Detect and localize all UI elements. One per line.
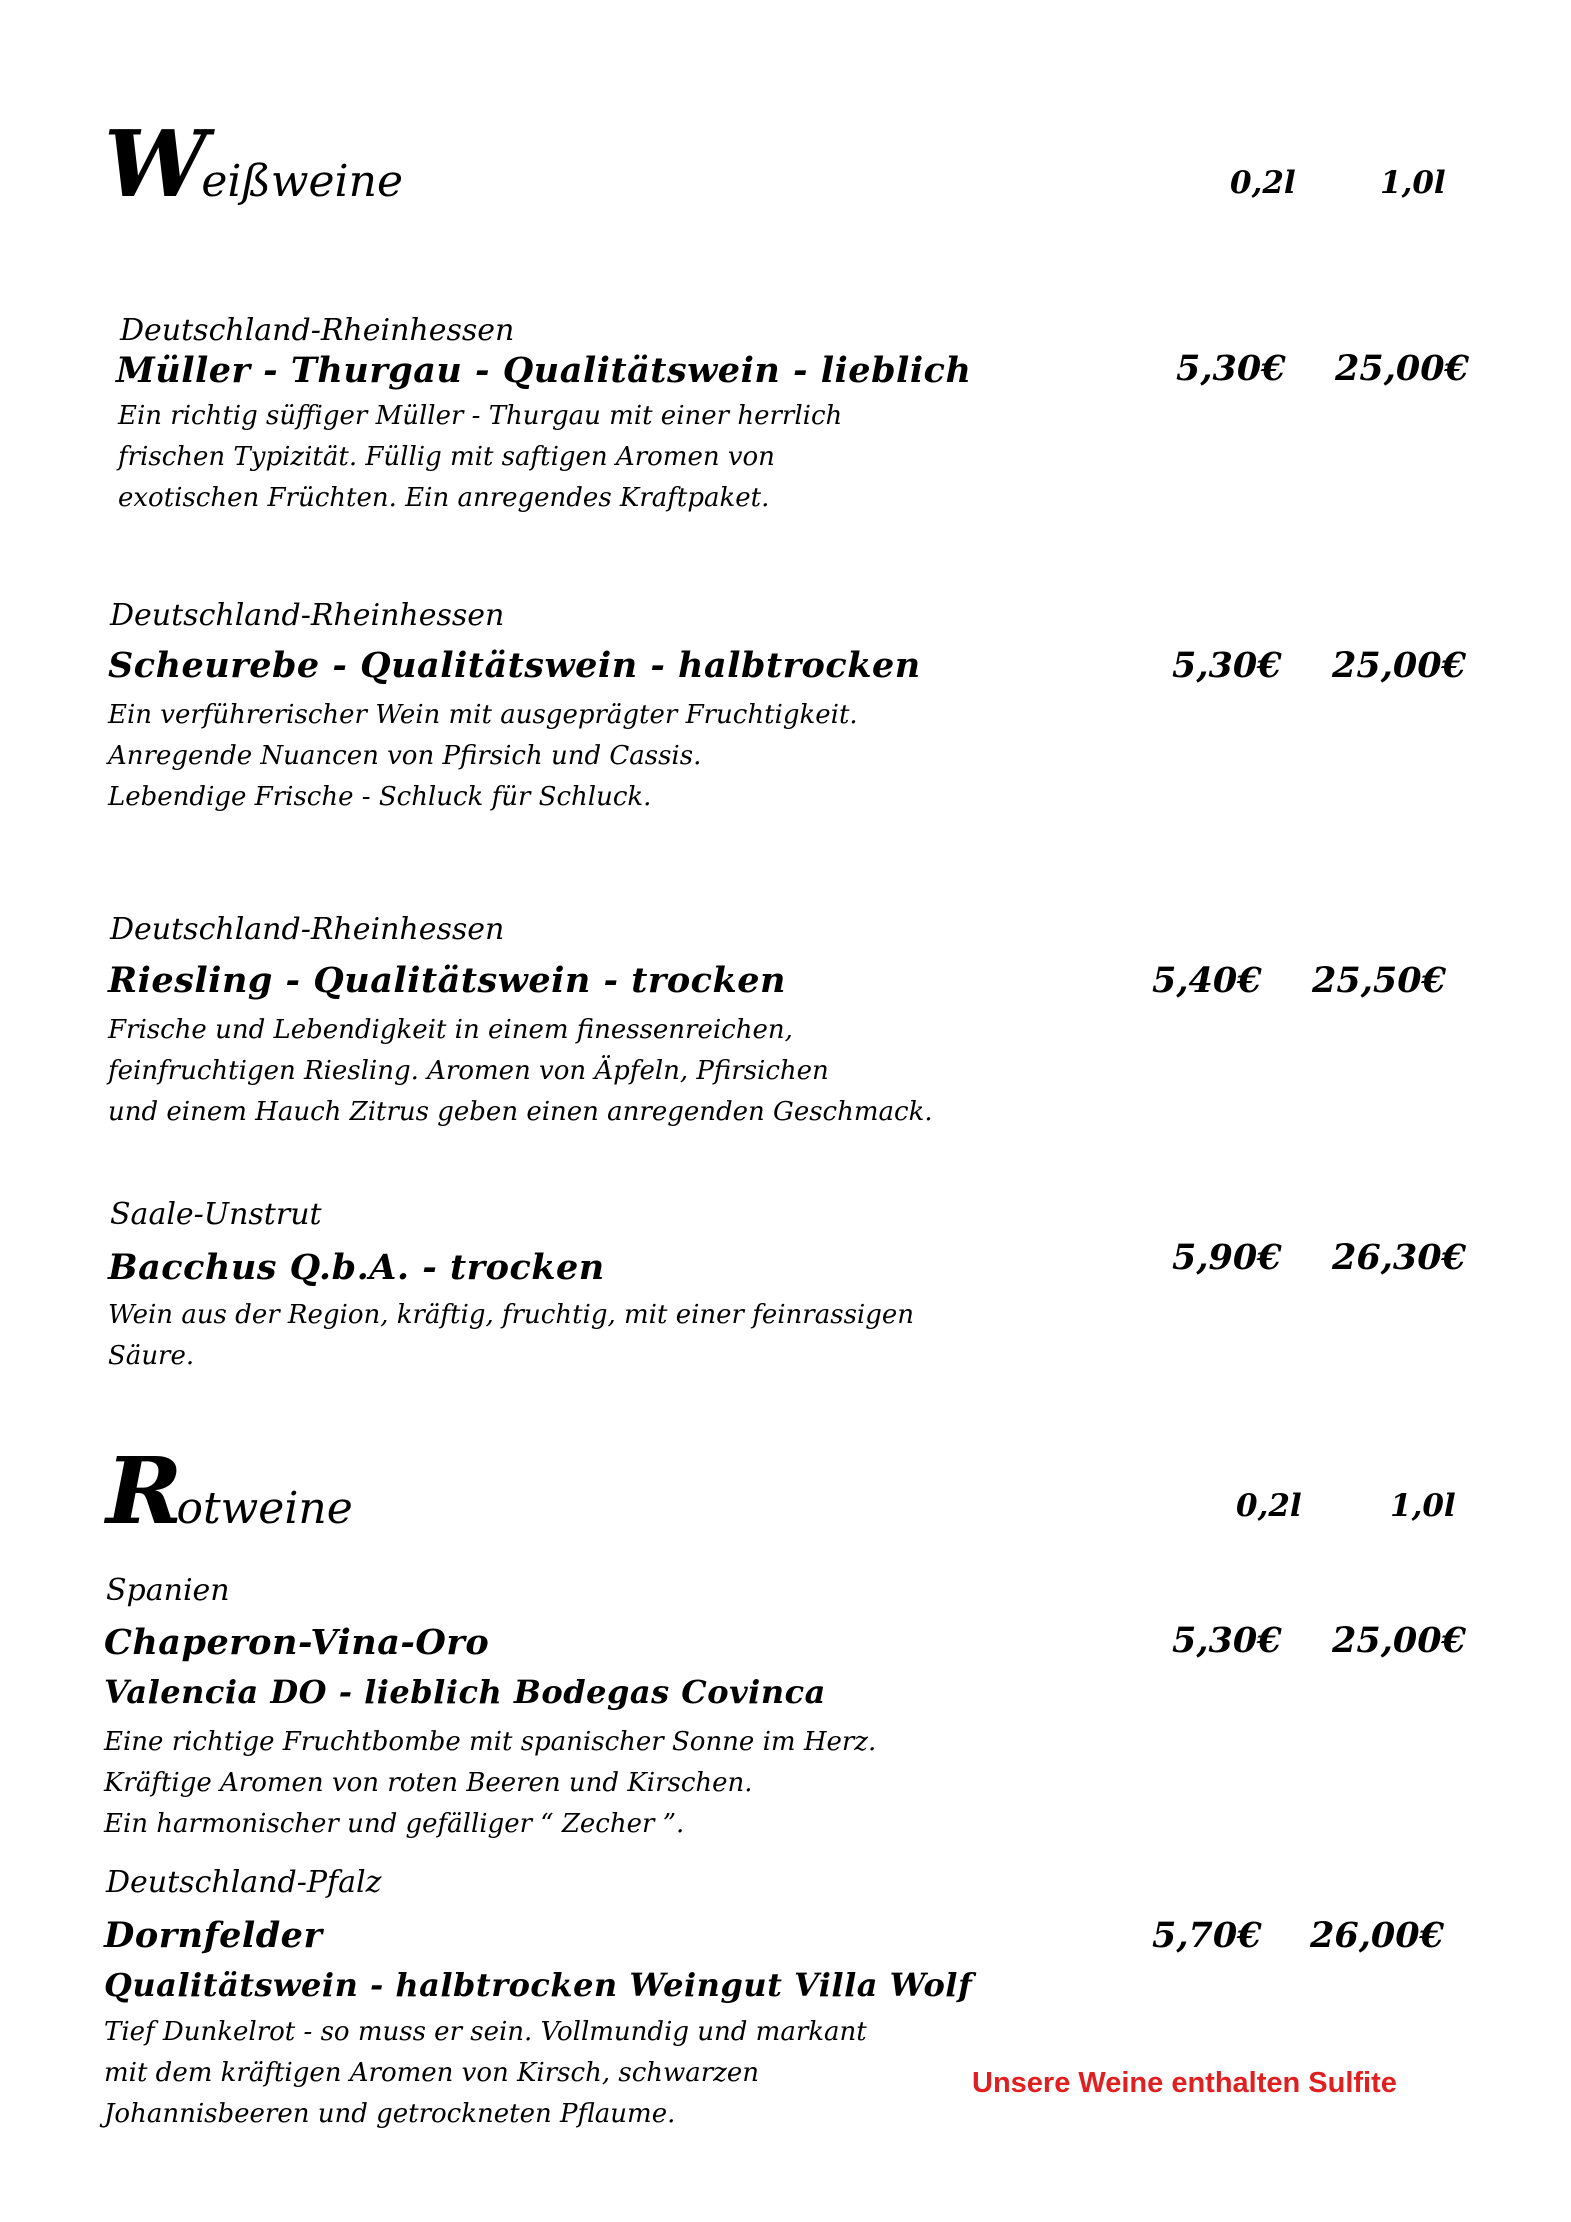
wine-description <box>104 2012 924 2135</box>
description-line: und einem Hauch Zitrus geben einen anregenden Geschmack. <box>108 1097 933 1127</box>
description-line: feinfruchtigen Riesling. Aromen von Äpfeln, Pfirsichen <box>108 1056 829 1086</box>
section-title-weissweine <box>104 110 403 218</box>
description-line: Lebendige Frische - Schluck für Schluck. <box>108 782 652 812</box>
price-large: 25,50€ <box>1312 960 1446 1001</box>
wine-subname: Valencia DO - lieblich Bodegas Covinca <box>104 1673 826 1711</box>
description-line: mit dem kräftigen Aromen von Kirsch, schwarzen <box>104 2058 760 2088</box>
price-small: 5,40€ <box>1152 960 1262 1001</box>
price-small: 5,30€ <box>1172 645 1282 686</box>
price-large: 26,00€ <box>1310 1915 1444 1956</box>
description-line: Ein richtig süffiger Müller - Thurgau mit einer herrlich <box>118 401 843 431</box>
price-large: 25,00€ <box>1335 348 1469 389</box>
wine-name: Dornfelder <box>104 1915 323 1956</box>
column-header-small: 0,2l <box>1236 1488 1302 1524</box>
description-line: Tief Dunkelrot - so muss er sein. Vollmundig und markant <box>104 2017 867 2047</box>
price-small: 5,30€ <box>1176 348 1286 389</box>
wine-name: Scheurebe - Qualitätswein - halbtrocken <box>108 645 921 686</box>
section-title-rest: otweine <box>176 1483 353 1534</box>
wine-name: Müller - Thurgau - Qualitätswein - lieblich <box>116 350 972 391</box>
column-header-large: 1,0l <box>1390 1488 1456 1524</box>
wine-description <box>108 695 898 818</box>
wine-name: Chaperon-Vina-Oro <box>104 1622 490 1663</box>
section-title-rest: eißweine <box>201 156 403 207</box>
price-small: 5,70€ <box>1152 1915 1262 1956</box>
wine-region: Deutschland-Pfalz <box>106 1865 382 1900</box>
section-title-initial: W <box>104 110 202 218</box>
description-line: Johannisbeeren und getrockneten Pflaume. <box>104 2099 676 2129</box>
description-line: Anregende Nuancen von Pfirsich und Cassis. <box>108 741 702 771</box>
description-line: exotischen Früchten. Ein anregendes Kraftpaket. <box>118 483 770 513</box>
price-small: 5,30€ <box>1172 1620 1282 1661</box>
description-line: Kräftige Aromen von roten Beeren und Kirschen. <box>104 1768 753 1798</box>
section-title-initial: R <box>106 1437 177 1545</box>
wine-description <box>108 1010 968 1133</box>
description-line: Wein aus der Region, kräftig, fruchtig, mit einer feinrassigen Säure. <box>108 1300 915 1371</box>
description-line: Frische und Lebendigkeit in einem finessenreichen, <box>108 1015 793 1045</box>
description-line: frischen Typizität. Füllig mit saftigen Aromen von <box>118 442 775 472</box>
wine-region: Spanien <box>106 1573 230 1608</box>
wine-name: Bacchus Q.b.A. - trocken <box>108 1247 605 1288</box>
sulfite-note: Unsere Weine enthalten Sulfite <box>972 2067 1397 2099</box>
description-line: Ein harmonischer und gefälliger “ Zecher ”. <box>104 1809 685 1839</box>
description-line: Ein verführerischer Wein mit ausgeprägter Fruchtigkeit. <box>108 700 858 730</box>
wine-name: Riesling - Qualitätswein - trocken <box>108 960 786 1001</box>
price-small: 5,90€ <box>1172 1237 1282 1278</box>
price-large: 25,00€ <box>1332 1620 1466 1661</box>
wine-region: Deutschland-Rheinhessen <box>110 912 505 947</box>
wine-region: Deutschland-Rheinhessen <box>120 313 515 348</box>
wine-region: Deutschland-Rheinhessen <box>110 598 505 633</box>
wine-region: Saale-Unstrut <box>110 1197 322 1232</box>
column-header-large: 1,0l <box>1380 165 1446 201</box>
wine-description <box>108 1295 1008 1377</box>
description-line: Eine richtige Fruchtbombe mit spanischer Sonne im Herz. <box>104 1727 877 1757</box>
price-large: 25,00€ <box>1332 645 1466 686</box>
wine-description <box>118 396 878 519</box>
column-header-small: 0,2l <box>1230 165 1296 201</box>
price-large: 26,30€ <box>1332 1237 1466 1278</box>
section-title-rotweine <box>106 1437 353 1545</box>
wine-description <box>104 1722 924 1845</box>
wine-subname: Qualitätswein - halbtrocken Weingut Villa Wolf <box>104 1966 973 2004</box>
